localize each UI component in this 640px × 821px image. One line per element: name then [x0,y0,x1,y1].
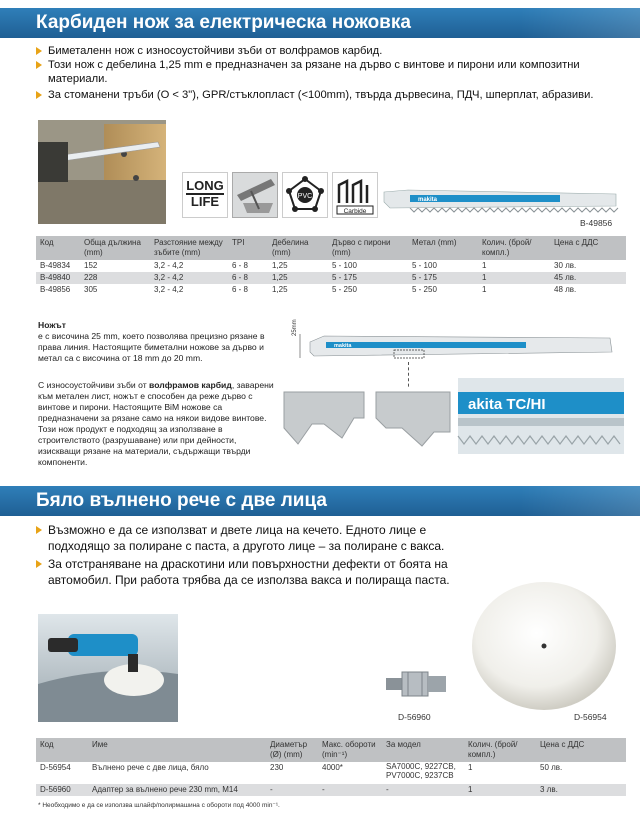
column-header: Диаметър (Ø) (mm) [266,738,318,762]
blade-text: е с височина 25 mm, което позволява прецизно рязане в права линия. Настоящите биметални ножове за дърво и метал са с височина от 18 mm до 20 mm. [38,331,265,363]
adapter-code: D-56960 [398,712,431,722]
table-cell: 228 [80,272,150,284]
table-cell: 305 [84,285,98,294]
wool-pad-features [36,522,476,588]
saw-blade-spec-table [36,236,626,296]
table-cell: - [266,784,318,796]
table-cell: 6 - 8 [232,285,249,294]
table-cell: B-49834 [40,261,71,270]
table-cell: 48 лв. [554,285,577,294]
table-cell: 1,25 [268,272,328,284]
teeth-intro: С износоустойчиви зъби от [38,380,147,390]
adapter-image [382,664,452,704]
table-cell: 5 - 100 [412,261,437,270]
column-header: Дебелина (mm) [268,236,328,260]
closeup-brand-text: akita TC/HI [468,396,546,413]
table-cell: 1,25 [272,285,288,294]
carbide-teeth-icon [232,172,278,218]
column-header: Цена с ДДС [550,236,626,260]
blade-dimension-diagram [290,319,620,368]
blade-logo-closeup [458,378,624,454]
table-cell: 1 [482,261,487,270]
table-cell: 30 лв. [554,261,577,270]
table-cell: 45 лв. [550,272,626,284]
wool-pad-spec-table [36,738,626,796]
pvc-materials-icon [282,172,328,218]
carbide-icon [332,172,378,218]
table-cell: 6 - 8 [228,272,268,284]
table-cell: 1 [482,285,487,294]
column-header: Код [36,236,80,260]
blade-heading: Ножът [38,320,66,330]
long-life-icon [182,172,228,218]
column-header: Разстояние между зъбите (mm) [150,236,228,260]
table-row [36,784,626,796]
table-cell: 1 [464,784,536,796]
column-header: Метал (mm) [408,236,478,260]
long-text: LONG [186,178,224,193]
feature-item: За стоманени тръби (O < 3"), GPR/стъклопласт (<100mm), твърда дървесина, ПДЧ, шперплат, абразиви. [36,88,620,102]
column-header: Дърво с пирони (mm) [328,236,408,260]
table-cell: 1 [478,272,550,284]
feature-item: Биметаленн нож с износоустойчиви зъби от волфрамов карбид. [36,44,620,58]
table-cell: D-56954 [40,763,71,772]
table-cell: 3,2 - 4,2 [154,285,184,294]
teeth-description [38,380,278,468]
column-header: TPI [228,236,268,260]
column-header: Колич. (брой/компл.) [464,738,536,762]
dimension-label: 25mm [292,319,298,336]
table-cell: 5 - 250 [412,285,437,294]
table-cell: SA7000C, 9227CB, PV7000C, 9237CB [386,762,456,780]
column-header: За модел [382,738,464,762]
product-code-b49856: B-49856 [580,218,613,228]
table-cell: Вълнено рече с две лица, бяло [92,763,209,772]
feature-item: За отстраняване на драскотини или повърхностни дефекти от боята на автомобил. При работа трябва да се използва вакса и полираща паста. [36,556,476,588]
feature-item: Възможно е да се използват и двете лица на кечето. Едното лице е подходящо за полиране с паста, а другото лице – за полиране с вакса. [36,522,476,554]
column-header: Име [88,738,266,762]
table-cell: 1 [468,763,473,772]
saw-blade-features [36,44,620,102]
table-cell: B-49856 [40,285,71,294]
table-cell: 50 лв. [540,763,563,772]
wood-cutting-photo [38,120,166,224]
life-text: LIFE [190,194,220,209]
section-title-saw-blade: Карбиден нож за електрическа ножовка [0,8,640,38]
table-cell: 5 - 250 [332,285,357,294]
table-cell: 5 - 175 [328,272,408,284]
table-header-row [36,738,626,762]
column-header: Макс. обороти (min⁻¹) [318,738,382,762]
table-row [36,762,626,784]
column-header: Колич. (брой/компл.) [478,236,550,260]
table-cell: D-56960 [36,784,88,796]
teeth-text: , заварени към метален лист, ножът е способен да реже дърво с винтове и пирони. Настоящите BiM ножове са предназначени за рязане само на някои видове винтове. Този нож продукт е подходящ за използване в строителството (разрушаване) или при дейности, изискващи рязане на материали, съдържащи твърди компоненти. [38,380,274,467]
pad-code: D-56954 [574,712,607,722]
table-cell: 3,2 - 4,2 [150,272,228,284]
table-cell: 1,25 [272,261,288,270]
footnote: * Необходимо е да се използва шлайф/полирмашина с обороти под 4000 min⁻¹. [38,802,280,809]
carbide-text: Carbide [343,208,367,215]
table-cell: 6 - 8 [232,261,249,270]
table-cell: - [382,784,464,796]
feature-item: Този нож с дебелина 1,25 mm е предназначен за рязане на дърво с винтове и пирони или композитни материали. [36,58,620,86]
diagram-blade-brand: makita [334,343,352,349]
table-cell: 3,2 - 4,2 [154,261,184,270]
table-header-row [36,236,626,260]
table-row [36,284,626,296]
column-header: Цена с ДДС [536,738,626,762]
table-row [36,260,626,272]
blade-description [38,320,272,364]
table-cell: 4000* [322,763,343,772]
column-header: Обща дължина (mm) [80,236,150,260]
teeth-bold: волфрамов карбид [149,380,232,390]
section-title-wool-pad: Бяло вълнено рече с две лица [0,486,640,516]
table-cell: 3 лв. [536,784,626,796]
table-cell: 152 [84,261,98,270]
pvc-text: PVC [297,193,313,200]
teeth-closeup-image [284,388,450,450]
table-cell: B-49840 [36,272,80,284]
table-cell: Адаптер за вълнено рече 230 mm, M14 [88,784,266,796]
column-header: Код [36,738,88,762]
table-cell: 5 - 175 [408,272,478,284]
table-cell: - [318,784,382,796]
saw-blade-image [380,186,620,216]
table-cell: 230 [270,763,284,772]
table-row [36,272,626,284]
wool-pad-image [464,578,624,718]
blade-brand: makita [418,197,438,203]
table-cell: 5 - 100 [332,261,357,270]
polishing-photo [38,614,178,722]
